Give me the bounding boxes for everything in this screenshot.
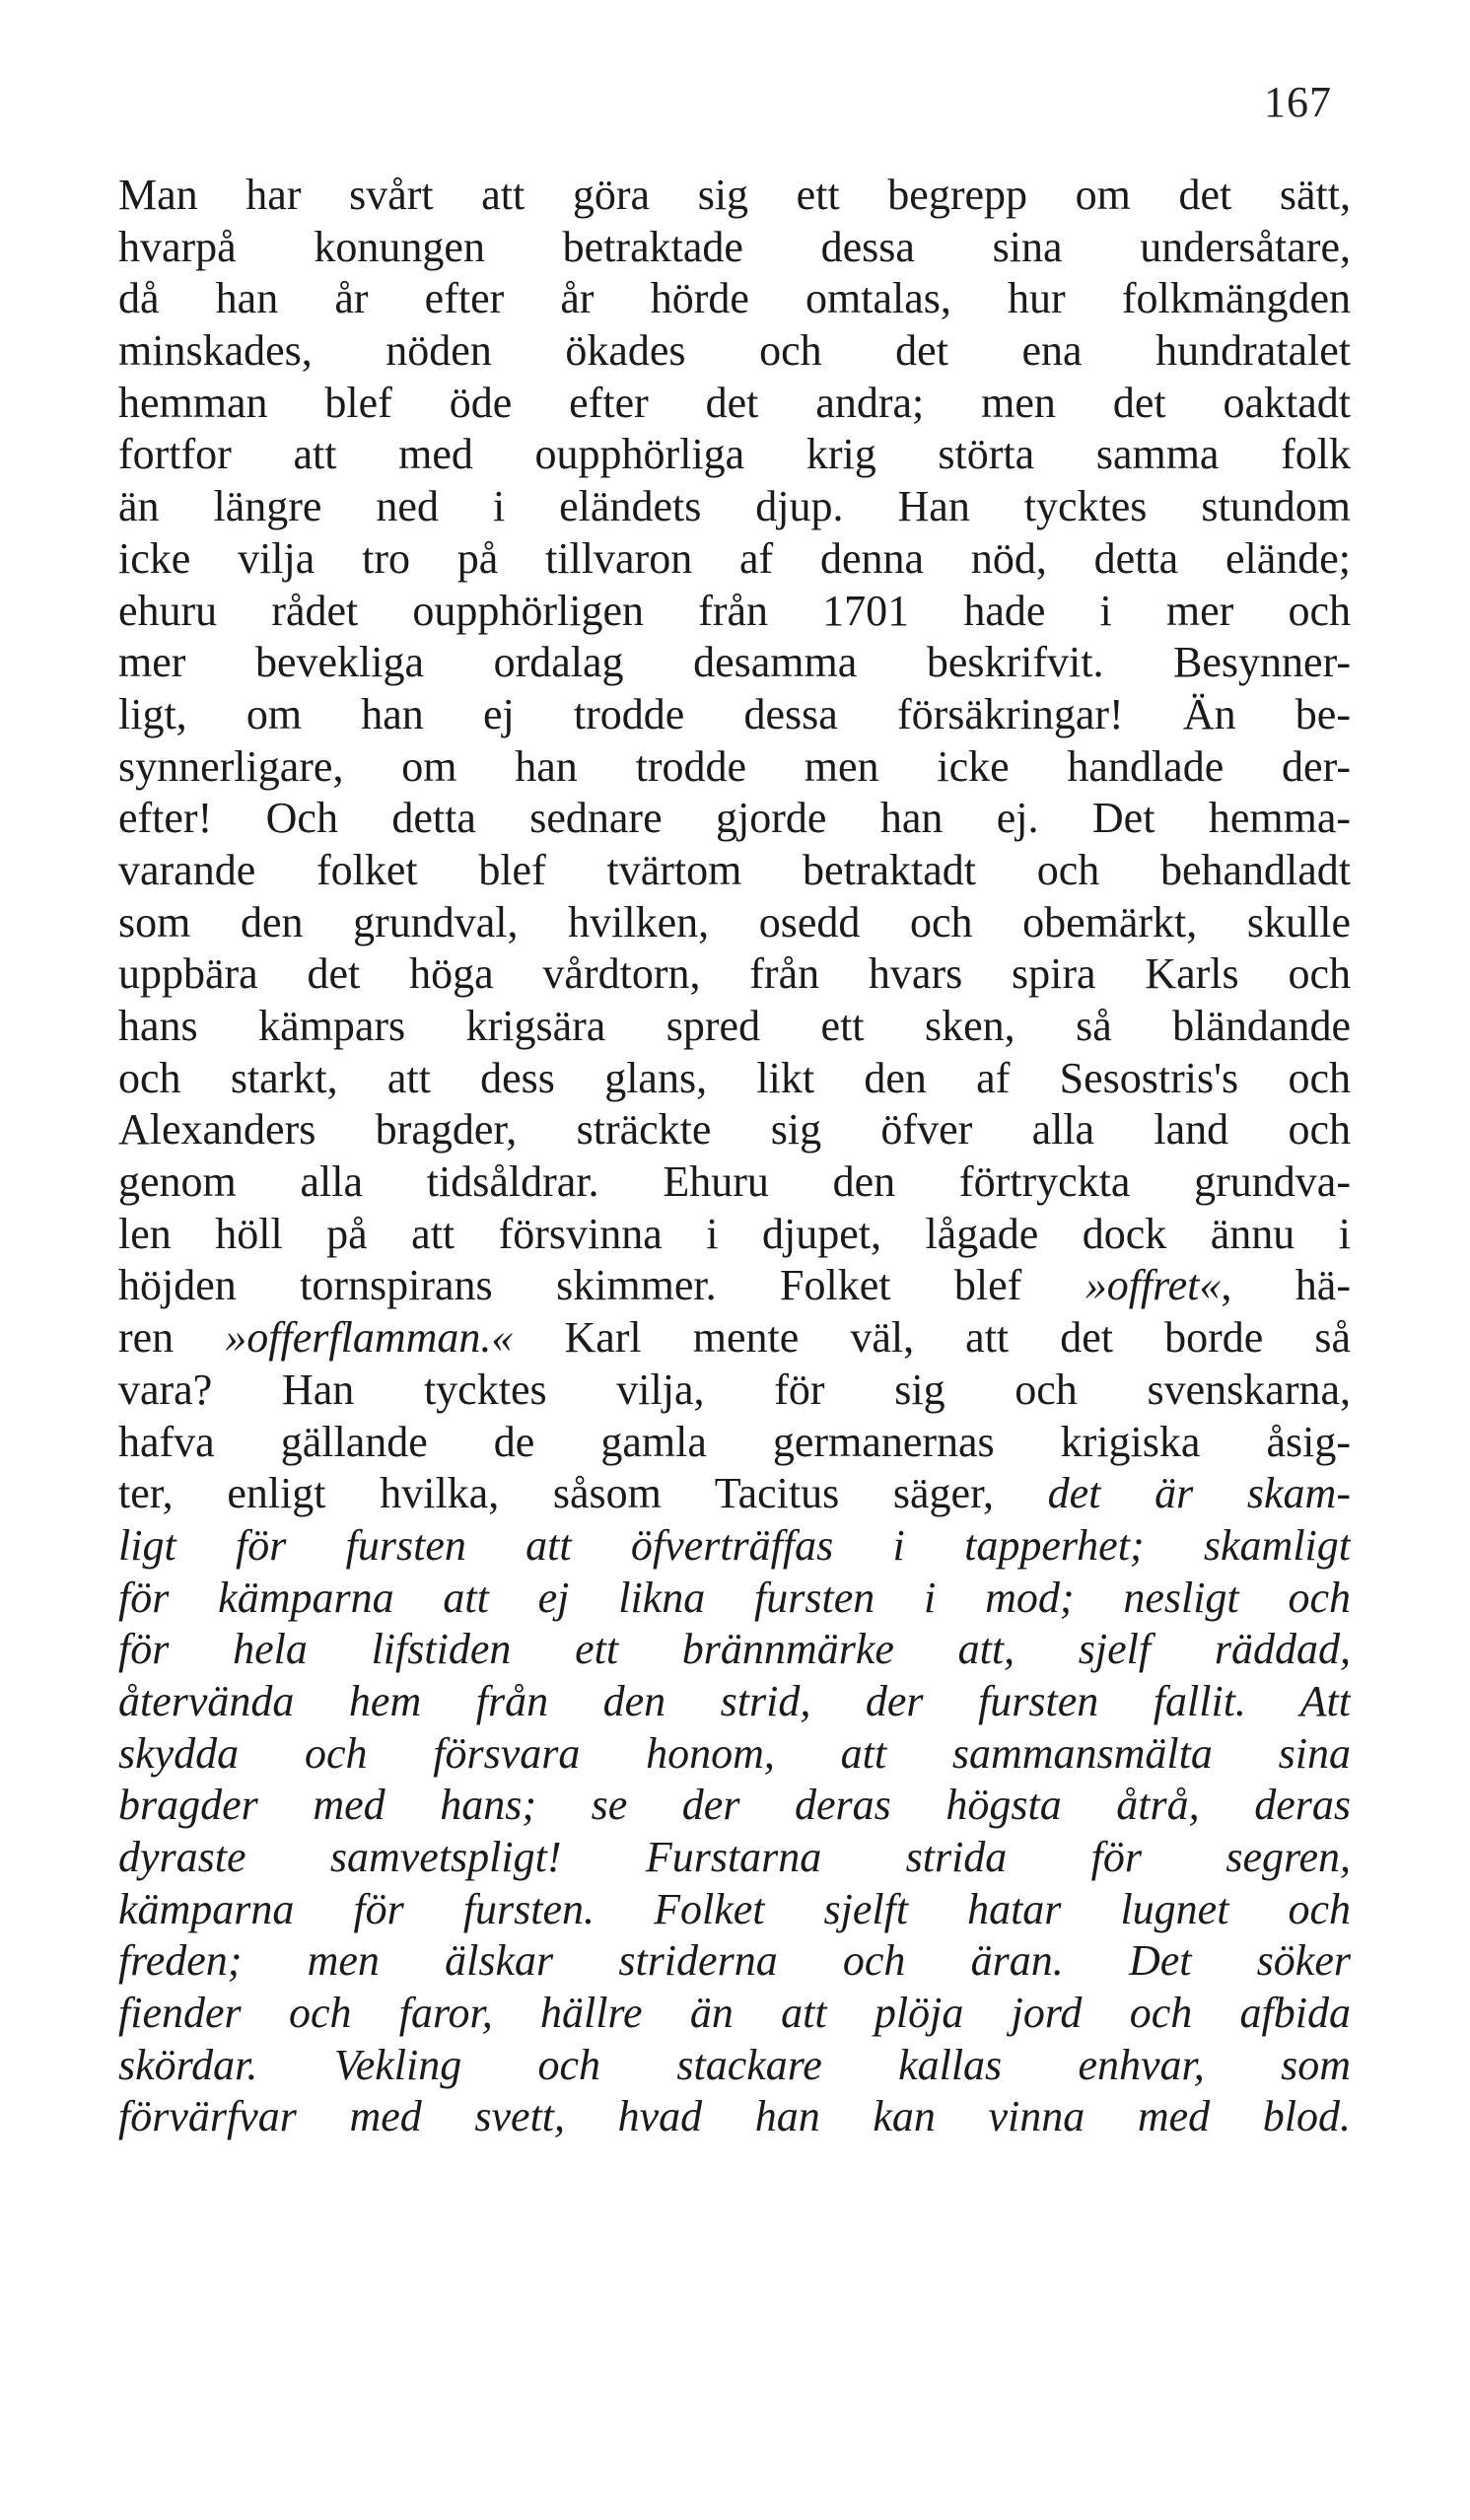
text-line: [118, 1104, 1351, 1156]
text-line: [118, 1624, 1351, 1676]
body-text: [118, 170, 1351, 2143]
text-line: [118, 170, 1351, 222]
text-segment: ehuru rådet oupphörligen från 1701 hade i mer och: [118, 586, 1351, 635]
text-line: [118, 1573, 1351, 1625]
text-line: [118, 429, 1351, 481]
text-line: [118, 1365, 1351, 1417]
text-line: [118, 1209, 1351, 1261]
text-line: [118, 1053, 1351, 1105]
text-segment: genom alla tidsåldrar. Ehuru den förtryckta grundva-: [118, 1157, 1351, 1207]
text-line: [118, 1520, 1351, 1573]
text-line: [118, 948, 1351, 1001]
text-line: [118, 1832, 1351, 1884]
italic-text-segment: kämparna för fursten. Folket sjelft hatar lugnet och: [118, 1884, 1351, 1933]
text-line: [118, 1780, 1351, 1832]
text-line: [118, 741, 1351, 794]
text-line: [118, 1676, 1351, 1728]
text-segment: icke vilja tro på tillvaron af denna nöd, detta elände;: [118, 533, 1351, 583]
text-line: [118, 689, 1351, 741]
text-line: [118, 1935, 1351, 1988]
italic-text-segment: återvända hem från den strid, der fursten fallit. Att: [118, 1676, 1351, 1725]
text-line: [118, 1156, 1351, 1209]
text-line: [118, 1312, 1351, 1365]
italic-text-segment: ligt för fursten att öfverträffas i tapperhet; skamligt: [118, 1520, 1351, 1570]
text-segment: än längre ned i eländets djup. Han tycktes stundom: [118, 482, 1351, 531]
italic-text-segment: fiender och faror, hällre än att plöja jord och afbida: [118, 1989, 1351, 2038]
text-line: [118, 1417, 1351, 1469]
text-line: [118, 1260, 1351, 1312]
text-segment: Alexanders bragder, sträckte sig öfver alla land och: [118, 1105, 1351, 1155]
italic-text-segment: förvärfvar med svett, hvad han kan vinna med blod.: [118, 2092, 1351, 2141]
text-segment: då han år efter år hörde omtalas, hur folkmängden: [118, 274, 1351, 323]
italic-text-segment: bragder med hans; se der deras högsta åtrå, deras: [118, 1781, 1351, 1830]
text-line: [118, 897, 1351, 949]
text-segment: synnerligare, om han trodde men icke handlade der-: [118, 741, 1351, 791]
text-line: [118, 481, 1351, 533]
italic-text-segment: det är skam-: [1047, 1469, 1351, 1518]
text-segment: Karl mente väl, att det borde så: [513, 1313, 1351, 1363]
text-segment: varande folket blef tvärtom betraktadt och behandladt: [118, 845, 1351, 894]
text-segment: höjden tornspirans skimmer. Folket blef: [118, 1261, 1085, 1310]
text-line: [118, 845, 1351, 897]
text-segment: , hä-: [1221, 1261, 1351, 1310]
text-segment: som den grundval, hvilken, osedd och obemärkt, skulle: [118, 897, 1351, 946]
text-line: [118, 533, 1351, 586]
text-segment: hans kämpars krigsära spred ett sken, så bländande: [118, 1002, 1351, 1050]
text-segment: mer bevekliga ordalag desamma beskrifvit. Besynner-: [118, 638, 1351, 687]
text-line: [118, 2091, 1351, 2143]
italic-text-segment: skördar. Vekling och stackare kallas enhvar, som: [118, 2040, 1351, 2089]
text-line: [118, 378, 1351, 430]
text-segment: efter! Och detta sednare gjorde han ej. Det hemma-: [118, 794, 1351, 843]
text-segment: ren: [118, 1313, 226, 1363]
text-segment: Man har svårt att göra sig ett begrepp om det sätt,: [118, 171, 1351, 219]
italic-text-segment: dyraste samvetspligt! Furstarna strida för segren,: [118, 1833, 1351, 1881]
text-segment: ter, enligt hvilka, såsom Tacitus säger,: [118, 1469, 1048, 1518]
text-line: [118, 2040, 1351, 2092]
italic-text-segment: för hela lifstiden ett brännmärke att, sjelf räddad,: [118, 1625, 1351, 1674]
text-segment: minskades, nöden ökades och det ena hundratalet: [118, 326, 1351, 376]
text-line: [118, 586, 1351, 638]
text-segment: vara? Han tycktes vilja, för sig och svenskarna,: [118, 1365, 1351, 1414]
text-segment: hvarpå konungen betraktade dessa sina undersåtare,: [118, 222, 1351, 271]
text-line: [118, 637, 1351, 689]
text-line: [118, 273, 1351, 325]
text-segment: och starkt, att dess glans, likt den af Sesostris's och: [118, 1053, 1351, 1102]
text-line: [118, 222, 1351, 274]
text-line: [118, 1468, 1351, 1520]
text-line: [118, 325, 1351, 378]
page-number: 167: [1264, 78, 1332, 126]
text-segment: hemman blef öde efter det andra; men det oaktadt: [118, 378, 1351, 427]
text-line: [118, 1884, 1351, 1936]
italic-text-segment: skydda och försvara honom, att sammansmälta sina: [118, 1728, 1351, 1778]
text-segment: hafva gällande de gamla germanernas krigiska åsig-: [118, 1417, 1351, 1466]
italic-text-segment: »offret«: [1085, 1261, 1222, 1310]
text-line: [118, 1728, 1351, 1781]
text-segment: fortfor att med oupphörliga krig störta samma folk: [118, 430, 1351, 479]
text-segment: len höll på att försvinna i djupet, lågade dock ännu i: [118, 1209, 1351, 1258]
text-line: [118, 1988, 1351, 2040]
text-line: [118, 1001, 1351, 1053]
italic-text-segment: för kämparna att ej likna fursten i mod; nesligt och: [118, 1573, 1351, 1622]
text-segment: ligt, om han ej trodde dessa försäkringar! Än be-: [118, 689, 1351, 738]
text-segment: uppbära det höga vårdtorn, från hvars spira Karls och: [118, 949, 1351, 999]
text-line: [118, 793, 1351, 845]
italic-text-segment: »offerflamman.«: [225, 1313, 514, 1363]
italic-text-segment: freden; men älskar striderna och äran. Det söker: [118, 1936, 1351, 1986]
